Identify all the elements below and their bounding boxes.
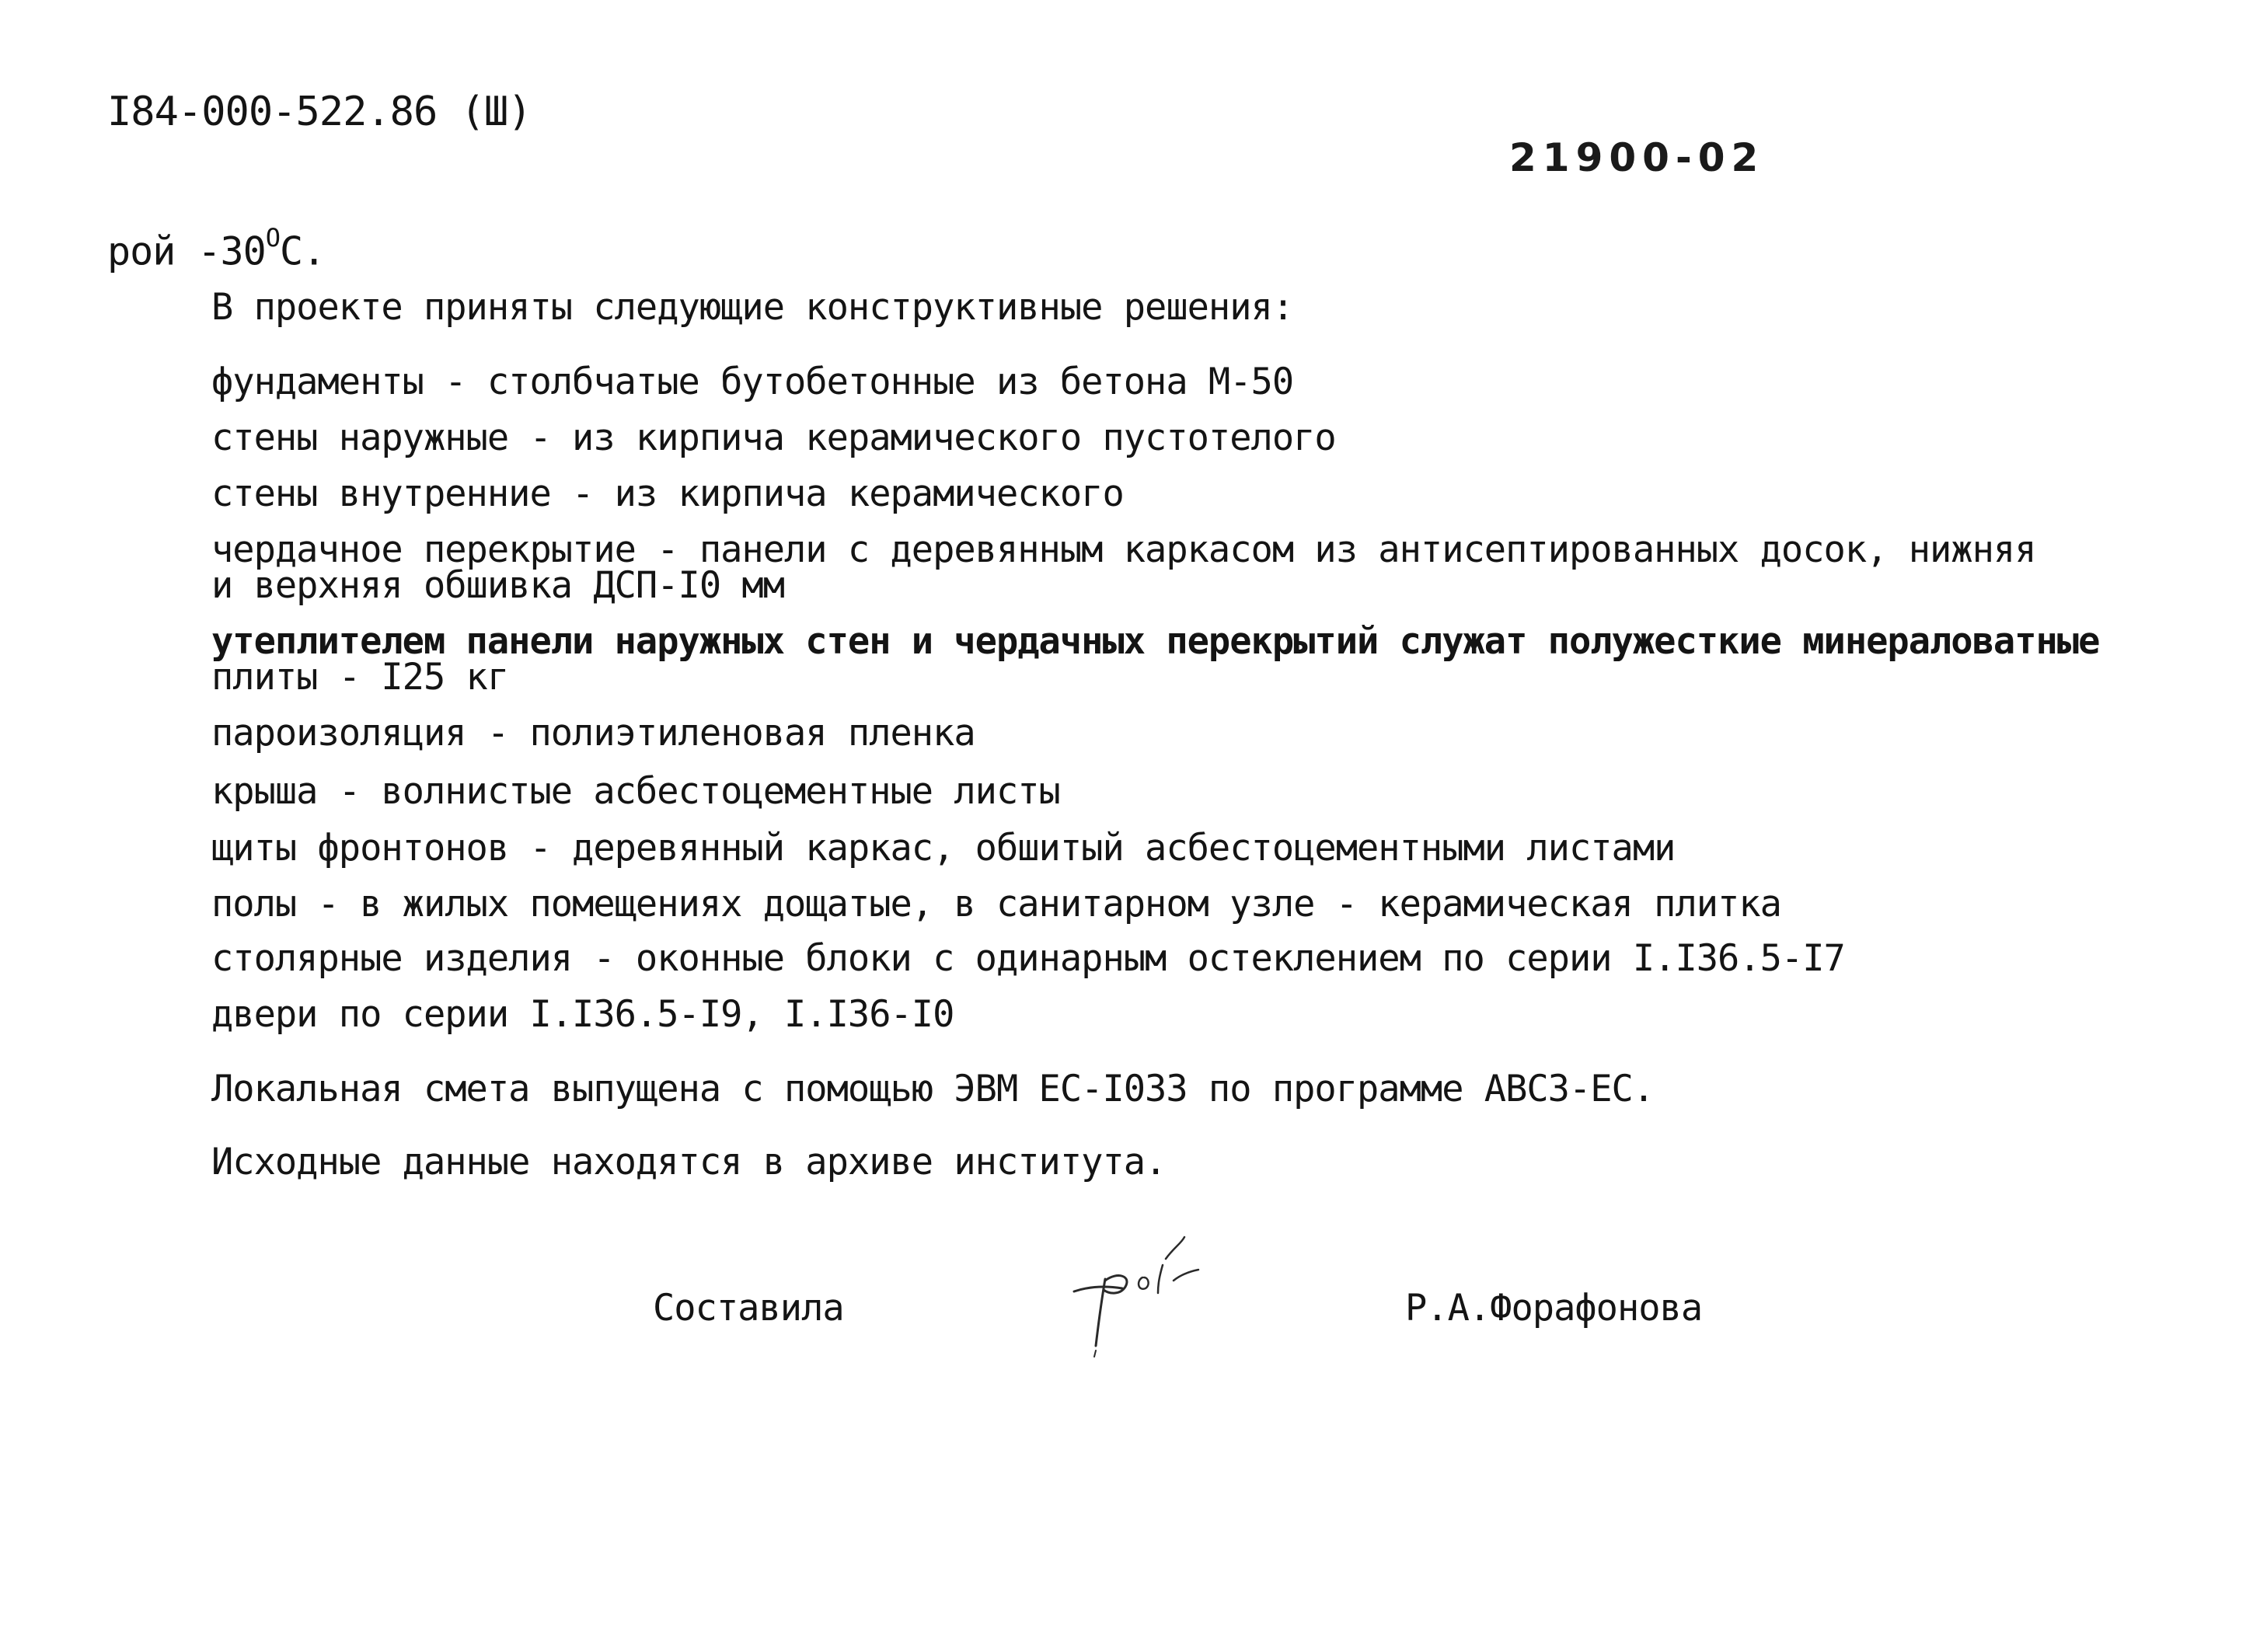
document-code: I84-000-522.86 (Ш): [107, 89, 532, 135]
signer-name: Р.А.Форафонова: [1405, 1287, 1703, 1330]
item-roof: крыша - волнистые асбестоцементные листы: [211, 770, 1060, 813]
continuation-suffix: C.: [279, 228, 326, 274]
note-estimate: Локальная смета выпущена с помощью ЭВМ ЕС-I033 по программе АВСЗ-ЕС.: [211, 1068, 1655, 1110]
item-insulation-line1: утеплителем панели наружных стен и чердачных перекрытий служат полужесткие минераловатные: [211, 620, 2100, 663]
note-source-data: Исходные данные находятся в архиве института.: [211, 1141, 1167, 1183]
degree-sign: O: [265, 223, 280, 253]
item-attic-floor-line2: и верхняя обшивка ДСП-I0 мм: [211, 564, 785, 607]
item-foundations: фундаменты - столбчатые бутобетонные из бетона М-50: [211, 361, 1294, 403]
handwritten-signature: [1057, 1220, 1228, 1360]
item-inner-walls: стены внутренние - из кирпича керамического: [211, 472, 1124, 515]
continuation-line: [107, 223, 326, 274]
item-outer-walls: стены наружные - из кирпича керамического пустотелого: [211, 416, 1336, 459]
item-gable-shields: щиты фронтонов - деревянный каркас, обшитый асбестоцементными листами: [211, 827, 1676, 870]
signature-label: Составила: [653, 1287, 844, 1330]
intro-sentence: В проекте приняты следующие конструктивные решения:: [211, 286, 1294, 329]
item-floors: полы - в жилых помещениях дощатые, в санитарном узле - керамическая плитка: [211, 883, 1781, 925]
item-doors: двери по серии I.I36.5-I9, I.I36-I0: [211, 993, 954, 1036]
stamp-number: 21900-02: [1509, 135, 1765, 180]
item-vapor-barrier: пароизоляция - полиэтиленовая пленка: [211, 712, 975, 755]
item-joinery: столярные изделия - оконные блоки с одинарным остеклением по серии I.I36.5-I7: [211, 937, 1845, 980]
item-attic-floor-line1: чердачное перекрытие - панели с деревянным каркасом из антисептированных досок, нижняя: [211, 528, 2036, 571]
continuation-text: рой -30: [107, 228, 266, 274]
item-insulation-line2: плиты - I25 кг: [211, 656, 509, 699]
